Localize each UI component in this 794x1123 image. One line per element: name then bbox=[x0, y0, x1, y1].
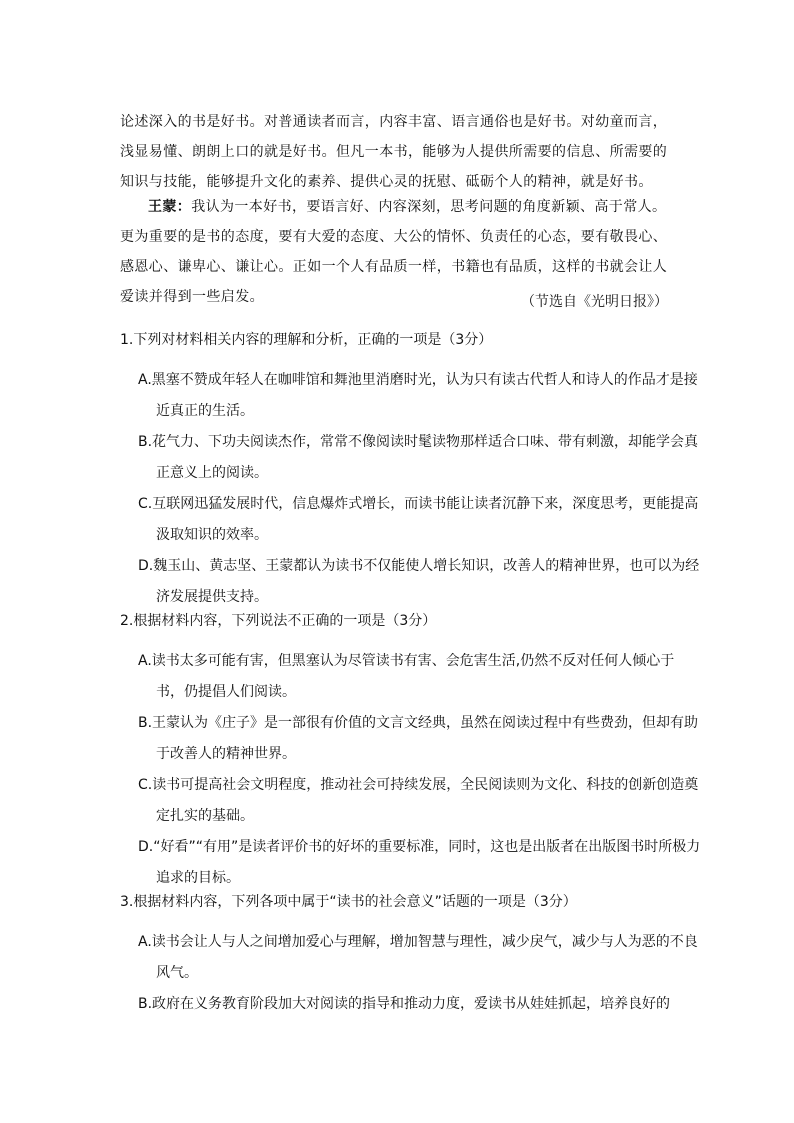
passage-paragraph-1: 论述深入的书是好书。对普通读者而言，内容丰富、语言通俗也是好书。对幼童而言，浅显易懂、朗朗上口的就是好书。但凡一本书，能够为人提供所需要的信息、所需要的知识与技能，能够提升文化的素养、提供心灵的抚慰、砥砺个人的精神，就是好书。 bbox=[120, 114, 668, 190]
question-3-option-b: B.政府在义务教育阶段加大对阅读的指导和推动力度，爱读书从娃娃抓起，培养良好的 bbox=[138, 996, 671, 1012]
question-1-stem: 1.下列对材料相关内容的理解和分析，正确的一项是（3分） bbox=[120, 332, 493, 348]
question-3-option-a: A.读书会让人与人之间增加爱心与理解，增加智慧与理性，减少戾气，减少与人为恶的不良风气。 bbox=[138, 934, 698, 981]
speaker-statement: 我认为一本好书，要语言好、内容深刻，思考问题的角度新颖、高于常人。更为重要的是书的态度，要有大爱的态度、大公的情怀、负责任的心态，要有敬畏心、感恩心、谦卑心、谦让心。正如一个人有品质一样，书籍也有品质，这样的书就会让人爱读并得到一些启发。 bbox=[120, 199, 668, 305]
question-1-option-d: D.魏玉山、黄志坚、王蒙都认为读书不仅能使人增长知识，改善人的精神世界，也可以为经济发展提供支持。 bbox=[138, 558, 700, 605]
question-2-option-b: B.王蒙认为《庄子》是一部很有价值的文言文经典，虽然在阅读过程中有些费劲，但却有助于改善人的精神世界。 bbox=[138, 715, 699, 762]
question-1-option-b: B.花气力、下功夫阅读杰作，常常不像阅读时髦读物那样适合口味、带有刺激，却能学会真正意义上的阅读。 bbox=[138, 434, 699, 481]
question-2-option-a: A.读书太多可能有害，但黑塞认为尽管读书有害、会危害生活,仍然不反对任何人倾心于书，仍提倡人们阅读。 bbox=[138, 653, 675, 700]
question-2-option-c: C.读书可提高社会文明程度，推动社会可持续发展，全民阅读则为文化、科技的创新创造奠定扎实的基础。 bbox=[138, 777, 699, 824]
source-citation: （节选自《光明日报》） bbox=[521, 294, 668, 310]
question-3-stem: 3.根据材料内容，下列各项中属于“读书的社会意义”话题的一项是（3分） bbox=[120, 894, 577, 910]
speaker-name: 王蒙： bbox=[148, 199, 192, 215]
question-2-option-d: D.“好看”“有用”是读者评价书的好坏的重要标准，同时，这也是出版者在出版图书时所极力追求的目标。 bbox=[138, 839, 701, 886]
question-1-option-c: C.互联网迅猛发展时代，信息爆炸式增长，而读书能让读者沉静下来，深度思考，更能提高汲取知识的效率。 bbox=[138, 496, 699, 543]
question-1-option-a: A.黑塞不赞成年轻人在咖啡馆和舞池里消磨时光，认为只有读古代哲人和诗人的作品才是接近真正的生活。 bbox=[138, 372, 698, 419]
question-2-stem: 2.根据材料内容，下列说法不正确的一项是（3分） bbox=[120, 613, 437, 629]
